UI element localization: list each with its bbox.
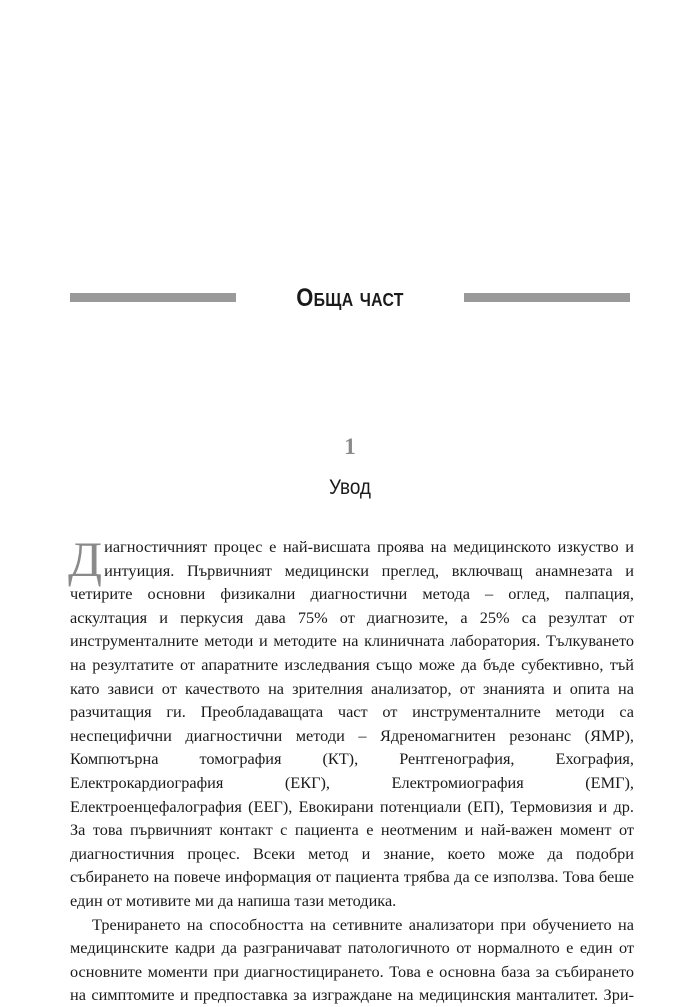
paragraph-1-text: иагностичният процес е най-висшата проява на медицинското изкуство и интуиция. Първичният медицински преглед, включващ анамнезата и четирите основни физикални диагностични метода – оглед, палпация, аскултация и перкусия дава 75% от диагнозите, а 25% са резултат от инструменталните методи и методите на клиничната лаборатория. Тълкуването на резултатите от апаратните изследвания също може да бъде субективно, тъй като зависи от качеството на зрителния анализатор, от знанията и опита на разчитащия ги. Преобладаващата част от инструменталните методи са неспецифични диагностични методи – Ядреномагнитен резонанс (ЯМР), Компютърна томография (КТ), Рентгенография, Ехография, Електрокардиография (ЕКГ), Електромиография (ЕМГ), Електроенцефалография (ЕЕГ), Евокирани потенциали (ЕП), Термовизия и др. За това първичният контакт с пациента е неотменим и най-важен момент от диагностичния процес. Всеки метод и знание, което може да подобри събирането на повече информация от пациента трябва да се използва. Това беше един от мотивите ми да напиша тази методика. [70, 537, 634, 910]
drop-cap: Д [68, 531, 103, 587]
right-rule [464, 293, 630, 302]
paragraph-2: Тренирането на способността на сетивните анализатори при обучението на медицинските кадри да разграничават патологичното от нормалното е един от основните моменти при диагностицирането. Това е основна база за събирането на симптомите и предпоставка за изграждане на медицинския манталитет. Зри- [70, 914, 634, 1005]
left-rule [70, 293, 236, 302]
part-header [70, 278, 630, 318]
body-text [68, 531, 634, 1007]
part-title: Обща част [296, 284, 404, 312]
chapter-title: Увод [329, 476, 371, 499]
chapter-number: 1 [344, 434, 356, 459]
paragraph-1 [68, 531, 634, 913]
